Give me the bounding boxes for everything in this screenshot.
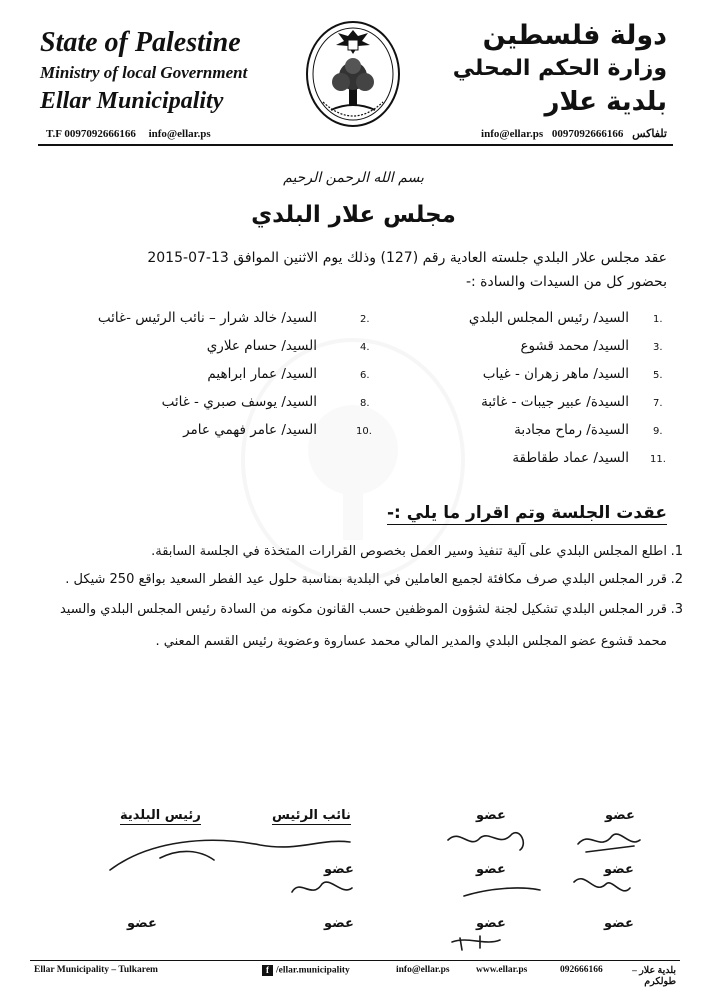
handwritten-signatures: [0, 800, 707, 960]
footer-divider: [30, 960, 680, 961]
member-name: السيد/ ماهر زهران - غياب: [482, 366, 629, 382]
member-name: السيد/ خالد شرار – نائب الرئيس -غائب: [97, 310, 317, 326]
session-intro: عقد مجلس علار البلدي جلسته العادية رقم (127) وذلك يوم الاثنين الموافق 13-07-2015: [147, 250, 667, 266]
contact-left: [46, 128, 256, 141]
decision-text: اطلع المجلس البلدي على آلية تنفيذ وسير العمل بخصوص القرارات المتخذة في الجلسة السابقة.: [151, 544, 667, 559]
member-name: السيد/ عمار ابراهيم: [207, 366, 317, 382]
footer-email[interactable]: info@ellar.ps: [396, 965, 450, 975]
decisions-heading: [27, 503, 667, 523]
state-of-palestine-en: State of Palestine: [40, 27, 241, 58]
ministry-ar: وزارة الحكم المحلي: [452, 56, 667, 81]
decision-text: قرر المجلس البلدي تشكيل لجنة لشؤون الموظفين حسب القانون مكونه من السادة رئيس المجلس البلدي والسيد محمد قشوع عضو المجلس البلدي والمدير المالي محمد عساروة وعضوية رئيس القسم المعني .: [59, 602, 667, 649]
member-name: السيد/ عماد طقاطقة: [512, 450, 629, 466]
footer-facebook[interactable]: [262, 965, 350, 976]
member-name: السيد/ محمد قشوع: [520, 338, 629, 354]
member-number: 9.: [653, 426, 663, 437]
member-label: عضو: [605, 808, 635, 823]
decision-number: 3.: [670, 602, 683, 617]
member-number: 5.: [653, 370, 663, 381]
contact-right: [437, 128, 667, 141]
header-divider: [38, 144, 673, 146]
decision-text: قرر المجلس البلدي صرف مكافئة لجميع العاملين في البلدية بمناسبة حلول عيد الفطر السعيد بواقع 250 شيكل .: [65, 572, 667, 587]
arabic-letterhead: [447, 18, 667, 120]
attendance-intro: بحضور كل من السيدات والسادة :-: [465, 274, 667, 290]
member-label: عضو: [324, 862, 354, 877]
mayor-label-text: رئيس البلدية: [120, 808, 201, 823]
member-number: 1.: [653, 314, 663, 325]
footer-facebook-handle: /ellar.municipality: [276, 965, 350, 976]
basmala: بسم الله الرحمن الرحيم: [283, 170, 424, 186]
decisions-heading-text: عقدت الجلسة وتم اقرار ما يلي :-: [387, 503, 667, 523]
member-name: السيدة/ عبير جيبات - غائبة: [481, 394, 629, 410]
footer-phone: 092666166: [560, 965, 603, 975]
member-number: 6.: [360, 370, 370, 381]
decision-item: [47, 564, 683, 596]
tel-fax-label-ar: تلفاكس: [632, 128, 667, 140]
state-of-palestine-ar: دولة فلسطين: [482, 20, 667, 51]
member-number: 3.: [653, 342, 663, 353]
member-label: عضو: [604, 916, 634, 931]
facebook-icon: f: [262, 965, 273, 976]
member-label: عضو: [604, 862, 634, 877]
member-name: السيد/ يوسف صبري - غائب: [161, 394, 317, 410]
member-number: 4.: [360, 342, 370, 353]
member-number: 8.: [360, 398, 370, 409]
council-title: مجلس علار البلدي: [251, 202, 456, 228]
english-letterhead: [40, 28, 260, 116]
municipality-en: Ellar Municipality: [40, 88, 224, 114]
footer-ar: بلدية علار – طولكرم: [632, 966, 676, 987]
member-label: عضو: [476, 808, 506, 823]
member-number: 7.: [653, 398, 663, 409]
member-number: 2.: [360, 314, 370, 325]
palestine-emblem-logo: [303, 18, 403, 136]
municipality-ar: بلدية علار: [544, 87, 667, 117]
phone-right: 0097092666166: [551, 128, 624, 140]
email-right: info@ellar.ps: [481, 128, 544, 140]
member-label: عضو: [476, 916, 506, 931]
tel-fax-left: T.F 0097092666166: [46, 128, 136, 140]
decision-number: 2.: [670, 572, 683, 587]
decision-number: 1.: [670, 544, 683, 559]
deputy-label-text: نائب الرئيس: [272, 808, 351, 823]
ministry-en: Ministry of local Government: [40, 63, 248, 82]
member-number: 10.: [356, 426, 372, 437]
decision-item: [47, 594, 683, 658]
footer-website[interactable]: www.ellar.ps: [476, 965, 528, 975]
member-label: عضو: [127, 916, 157, 931]
member-name: السيدة/ رماح مجادبة: [514, 422, 629, 438]
member-name: السيد/ رئيس المجلس البلدي: [468, 310, 629, 326]
member-label: عضو: [476, 862, 506, 877]
member-name: السيد/ عامر فهمي عامر: [183, 422, 317, 438]
member-name: السيد/ حسام علاري: [206, 338, 317, 354]
footer-municipality: Ellar Municipality – Tulkarem: [34, 965, 158, 975]
member-number: 11.: [650, 454, 666, 465]
email-left: info@ellar.ps: [148, 128, 211, 140]
member-label: عضو: [324, 916, 354, 931]
